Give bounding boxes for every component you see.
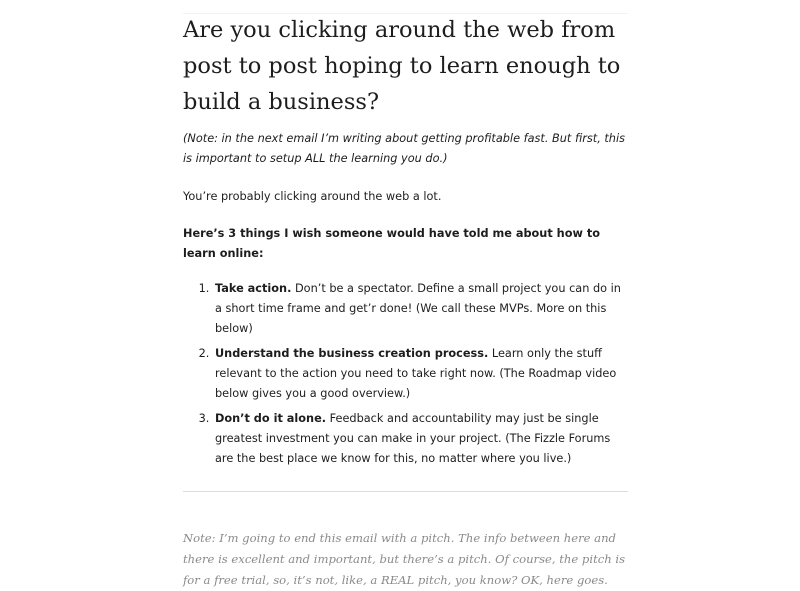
list-item-title: Take action.: [215, 282, 292, 295]
list-lead-in: Here’s 3 things I wish someone would have told me about how to learn online:: [183, 227, 601, 260]
list-item-title: Understand the business creation process.: [215, 347, 489, 360]
list-item: [213, 344, 631, 404]
intro-note: (Note: in the next email I’m writing about getting profitable fast. But first, this is important to setup ALL the learning you do.): [183, 132, 625, 165]
tips-list: [183, 279, 631, 469]
list-item-text: Feedback and accountability may just be single greatest investment you can make in your project. (The Fizzle Forums are the best place we know for this, no matter where you live.): [215, 412, 611, 465]
list-item: [213, 279, 631, 339]
intro-paragraph: You’re probably clicking around the web a lot.: [183, 190, 442, 203]
email-article: [183, 12, 631, 591]
pitch-note: Note: I’m going to end this email with a pitch. The info between here and there is excellent and important, but there’s a pitch. Of course, the pitch is for a free trial, so, it’s not, like, a REAL pitch, you know? OK, here goes.: [183, 531, 626, 587]
list-item-title: Don’t do it alone.: [215, 412, 327, 425]
list-item-text: Don’t be a spectator. Define a small project you can do in a short time frame and get’r done! (We call these MVPs. More on this below): [215, 282, 621, 335]
headline: Are you clicking around the web from post to post hoping to learn enough to build a business?: [183, 17, 621, 115]
section-divider: [183, 491, 628, 492]
list-item-text: Learn only the stuff relevant to the action you need to take right now. (The Roadmap video below gives you a good overview.): [215, 347, 617, 400]
list-item: [213, 409, 631, 469]
